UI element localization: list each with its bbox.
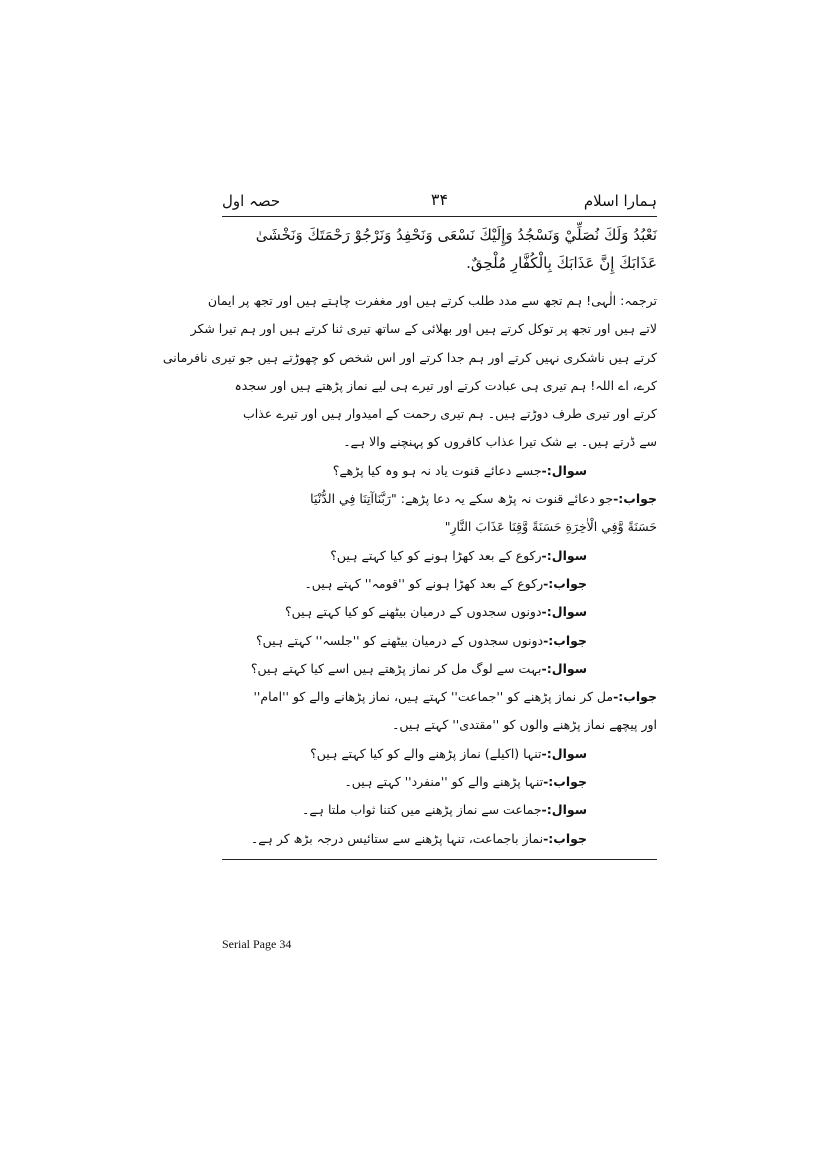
line-text: لاتے ہیں اور تجھ پر توکل کرتے ہیں اور بھلائی کے ساتھ تیری ثنا کرتے ہیں اور ہم تیرا شکر <box>190 321 657 337</box>
qa-label: جواب:- <box>543 774 587 790</box>
qa-label: جواب:- <box>543 830 587 846</box>
serial-page-footer: Serial Page 34 <box>222 937 292 951</box>
qa-label: جواب:- <box>543 632 587 648</box>
qa-label: جواب:- <box>613 491 657 507</box>
text-line <box>222 627 657 655</box>
section-label: حصہ اول <box>222 192 281 210</box>
line-text: دونوں سجدوں کے درمیان بیٹھنے کو ''جلسہ'' کہتے ہیں؟ <box>255 632 544 648</box>
body-text <box>162 287 657 853</box>
book-page <box>162 190 657 860</box>
text-line <box>222 513 657 541</box>
line-text: اور پیچھے نماز پڑھنے والوں کو ''مقتدی'' کہتے ہیں۔ <box>392 717 657 733</box>
qa-label: جواب:- <box>613 689 657 705</box>
line-text: سے ڈرتے ہیں۔ بے شک تیرا عذاب کافروں کو پہنچنے والا ہے۔ <box>343 434 657 450</box>
text-line <box>222 400 657 428</box>
line-text: مل کر نماز پڑھنے کو ''جماعت'' کہتے ہیں، نماز پڑھانے والے کو ''امام'' <box>253 689 614 705</box>
line-text: ترجمہ: الٰہی! ہم تجھ سے مدد طلب کرتے ہیں اور مغفرت چاہتے ہیں اور تجھ پر ایمان <box>207 293 657 308</box>
text-line <box>222 711 657 739</box>
text-line <box>207 287 657 315</box>
page-header <box>222 190 657 214</box>
header-rule <box>222 216 657 217</box>
qa-label: سوال:- <box>541 660 587 676</box>
text-line <box>162 344 657 372</box>
text-line <box>222 372 657 400</box>
page-number: ۳۴ <box>430 190 449 209</box>
qa-label: سوال:- <box>541 745 587 761</box>
text-line <box>222 740 657 768</box>
line-text: نماز باجماعت، تنہا پڑھنے سے ستائیس درجہ بڑھ کر ہے۔ <box>250 830 544 846</box>
line-text: جسے دعائے قنوت یاد نہ ہو وہ کیا پڑھے؟ <box>332 462 542 478</box>
text-line <box>222 825 657 853</box>
text-line <box>190 315 657 343</box>
footer-rule <box>222 859 657 860</box>
text-line <box>222 457 657 485</box>
book-title: ہمارا اسلام <box>583 192 657 210</box>
line-text: رکوع کے بعد کھڑا ہونے کو ''قومہ'' کہتے ہیں۔ <box>304 575 544 591</box>
text-line <box>222 428 657 456</box>
qa-label: سوال:- <box>541 547 587 563</box>
line-text: حَسَنَةً وَّفِي الْاٰخِرَةِ حَسَنَةً وَّقِنَا عَذَابَ النَّارِ" <box>444 519 657 535</box>
line-text: تنہا پڑھنے والے کو ''منفرد'' کہتے ہیں۔ <box>344 774 544 790</box>
text-line <box>222 485 657 513</box>
qa-label: سوال:- <box>541 802 587 818</box>
text-line <box>222 768 657 796</box>
line-text: رکوع کے بعد کھڑا ہونے کو کیا کہتے ہیں؟ <box>330 547 542 563</box>
line-text: جو دعائے قنوت نہ پڑھ سکے یہ دعا پڑھے: "رَبَّنَاآتِنَا فِي الدُّنْيَا <box>310 491 614 507</box>
text-line <box>222 683 657 711</box>
line-text: تنہا (اکیلے) نماز پڑھنے والے کو کیا کہتے ہیں؟ <box>310 745 542 761</box>
text-line <box>222 655 657 683</box>
qa-label: سوال:- <box>541 604 587 620</box>
qa-label: سوال:- <box>541 462 587 478</box>
line-text: کرتے ہیں ناشکری نہیں کرتے اور ہم جدا کرتے اور اس شخص کو چھوڑتے ہیں جو تیری نافرمانی <box>162 349 657 365</box>
line-text: کرتے اور تیری طرف دوڑتے ہیں۔ ہم تیری رحمت کے امیدوار ہیں اور تیرے عذاب <box>243 406 657 422</box>
arabic-text <box>222 221 657 277</box>
text-line <box>222 598 657 626</box>
line-text: جماعت سے نماز پڑھنے میں کتنا ثواب ملتا ہے۔ <box>302 802 542 818</box>
line-text: کرے، اے اللہ! ہم تیری ہی عبادت کرتے اور تیرے ہی لیے نماز پڑھتے ہیں اور سجدہ <box>234 377 657 393</box>
text-line <box>222 542 657 570</box>
line-text: بہت سے لوگ مل کر نماز پڑھتے ہیں اسے کیا کہتے ہیں؟ <box>250 660 542 676</box>
qa-label: جواب:- <box>543 575 587 591</box>
arabic-line: عَذَابَكَ إِنَّ عَذَابَكَ بِالْكُفَّارِ مُلْحِقٌ. <box>466 254 657 272</box>
line-text: دونوں سجدوں کے درمیان بیٹھنے کو کیا کہتے ہیں؟ <box>284 604 542 620</box>
text-line <box>222 796 657 824</box>
arabic-line: نَعْبُدُ وَلَكَ نُصَلِّيْ وَنَسْجُدُ وَإِلَيْكَ نَسْعَى وَنَحْفِدُ وَنَرْجُوْ رَحْمَتَكَ وَنَخْشَىٰ <box>255 226 657 244</box>
text-line <box>222 570 657 598</box>
